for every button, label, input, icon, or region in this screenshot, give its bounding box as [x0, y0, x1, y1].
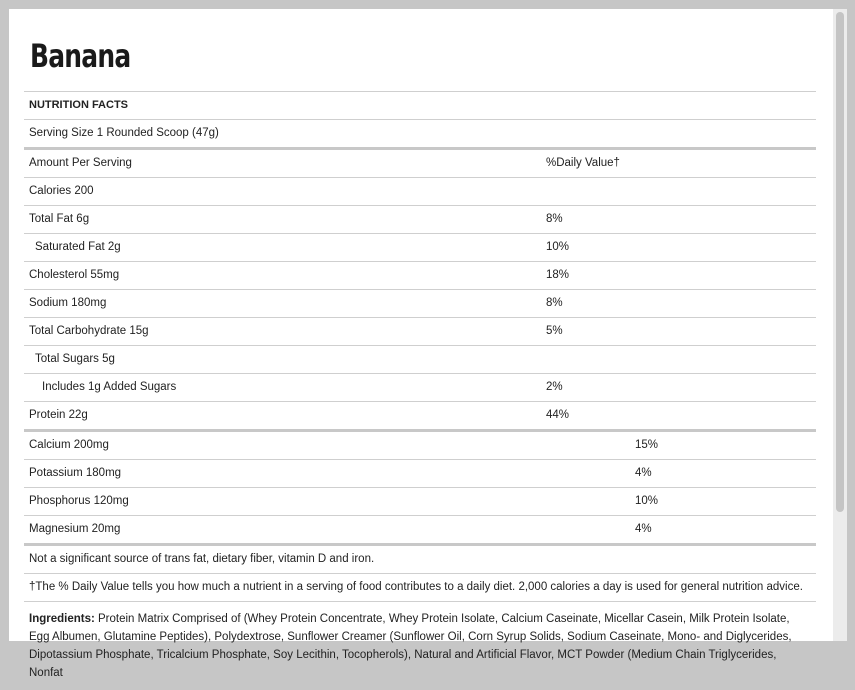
nutrient-row	[24, 345, 816, 373]
nutrient-name: Total Carbohydrate 15g	[29, 325, 149, 337]
nutrition-panel	[9, 9, 833, 679]
product-title: Banana	[30, 37, 131, 75]
mineral-row	[24, 429, 816, 459]
nutrition-facts-heading-row	[24, 91, 816, 119]
nutrient-daily-value: 2%	[546, 381, 563, 393]
mineral-name: Phosphorus 120mg	[29, 495, 129, 507]
nutrient-name: Saturated Fat 2g	[35, 241, 121, 253]
ingredients-block	[24, 601, 816, 690]
nutrient-row	[24, 373, 816, 401]
ingredients-text: Protein Matrix Comprised of (Whey Protein Concentrate, Whey Protein Isolate, Calcium Caseinate, Micellar Casein, Milk Protein Isolate, Egg Albumen, Glutamine Peptides), Polydextrose, Sunflower Creamer (Sunflower Oil, Corn Syrup Solids, Sodium Caseinate, Mono- and Diglycerides, Dipotassium Phosphate, Tricalcium Phosphate, Soy Lecithin, Tocopherols), Natural and Artificial Flavor, MCT Powder (Medium Chain Triglycerides, Nonfat	[29, 613, 792, 679]
amount-header-row	[24, 147, 816, 177]
vertical-scrollbar[interactable]	[833, 9, 847, 641]
mineral-row	[24, 459, 816, 487]
nutrient-daily-value: 10%	[546, 241, 570, 253]
scrollbar-thumb[interactable]	[836, 12, 844, 512]
nutrition-facts-heading: NUTRITION FACTS	[29, 99, 128, 111]
calories-row	[24, 177, 816, 205]
nutrient-daily-value: 44%	[546, 409, 570, 421]
nutrient-name: Sodium 180mg	[29, 297, 107, 309]
mineral-daily-value: 15%	[635, 439, 659, 451]
serving-size-row	[24, 119, 816, 147]
mineral-row	[24, 487, 816, 515]
mineral-name: Potassium 180mg	[29, 467, 122, 479]
nutrient-row	[24, 289, 816, 317]
nutrient-name: Includes 1g Added Sugars	[42, 381, 177, 393]
ingredients-label: Ingredients:	[29, 613, 95, 625]
daily-value-header: %Daily Value†	[546, 157, 620, 169]
nutrient-name: Total Fat 6g	[29, 213, 90, 225]
nutrient-row	[24, 233, 816, 261]
nutrient-daily-value: 8%	[546, 213, 563, 225]
mineral-daily-value: 4%	[635, 467, 652, 479]
mineral-daily-value: 4%	[635, 523, 652, 535]
mineral-row	[24, 515, 816, 543]
nutrition-facts-table	[24, 91, 816, 690]
mineral-name: Calcium 200mg	[29, 439, 109, 451]
nutrient-daily-value: 5%	[546, 325, 563, 337]
nutrient-name: Cholesterol 55mg	[29, 269, 120, 281]
nutrient-row	[24, 205, 816, 233]
nutrient-daily-value: 18%	[546, 269, 570, 281]
nutrient-row	[24, 401, 816, 429]
mineral-name: Magnesium 20mg	[29, 523, 121, 535]
nutrient-name: Protein 22g	[29, 409, 88, 421]
not-significant-note: Not a significant source of trans fat, dietary fiber, vitamin D and iron.	[24, 543, 816, 573]
daily-value-footnote: †The % Daily Value tells you how much a nutrient in a serving of food contributes to a daily diet. 2,000 calories a day is used for general nutrition advice.	[24, 573, 816, 601]
nutrient-row	[24, 261, 816, 289]
nutrient-name: Total Sugars 5g	[35, 353, 115, 365]
mineral-daily-value: 10%	[635, 495, 659, 507]
calories: Calories 200	[29, 185, 94, 197]
nutrient-daily-value: 8%	[546, 297, 563, 309]
serving-size: Serving Size 1 Rounded Scoop (47g)	[29, 127, 219, 139]
nutrient-row	[24, 317, 816, 345]
amount-per-serving-label: Amount Per Serving	[29, 157, 132, 169]
